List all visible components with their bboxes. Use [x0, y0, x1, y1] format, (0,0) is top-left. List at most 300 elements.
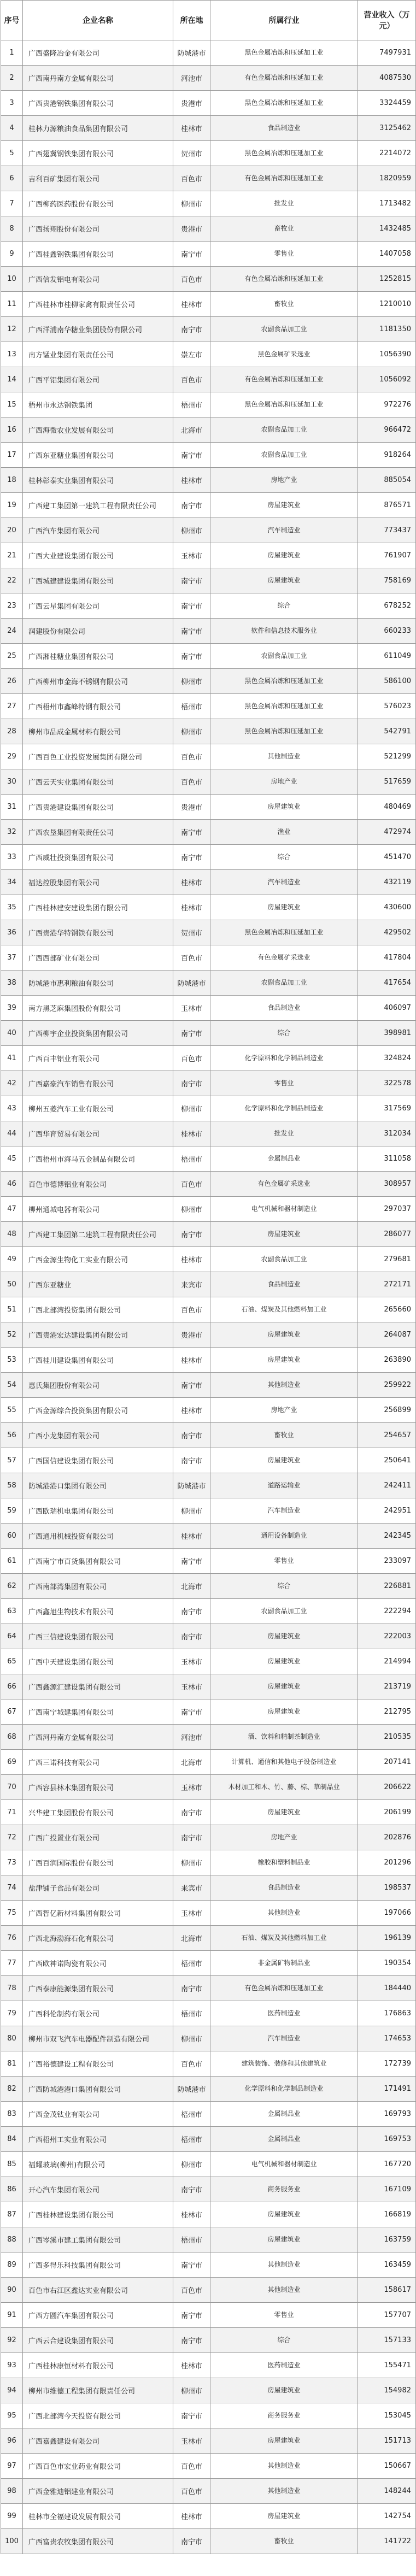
location-cell: 防城港市 [173, 40, 210, 66]
location-cell: 北海市 [173, 417, 210, 443]
revenue-cell: 3324459 [358, 91, 416, 116]
industry-cell: 房屋建筑业 [210, 543, 358, 568]
revenue-cell: 242951 [358, 1498, 416, 1524]
industry-cell: 综合 [210, 593, 358, 619]
revenue-cell: 279681 [358, 1247, 416, 1272]
industry-cell: 木材加工和木、竹、藤、棕、草制品业 [210, 1775, 358, 1800]
location-cell: 贵港市 [173, 91, 210, 116]
location-cell: 百色市 [173, 769, 210, 795]
industry-cell: 房屋建筑业 [210, 795, 358, 820]
industry-cell: 商务服务业 [210, 2403, 358, 2428]
company-name-cell: 广西柳州市金海不锈钢有限公司 [23, 669, 173, 694]
location-cell: 梧州市 [173, 392, 210, 417]
location-cell: 百色市 [173, 744, 210, 769]
revenue-cell: 472974 [358, 820, 416, 845]
location-cell: 南宁市 [173, 242, 210, 267]
revenue-cell: 142754 [358, 2504, 416, 2529]
revenue-cell: 169753 [358, 2127, 416, 2152]
industry-cell: 畜牧业 [210, 216, 358, 242]
company-name-cell: 广西平铝集团有限公司 [23, 367, 173, 392]
location-cell: 百色市 [173, 2479, 210, 2504]
table-row [1, 820, 416, 845]
rank-cell: 96 [1, 2428, 23, 2454]
table-row [1, 468, 416, 493]
industry-cell: 建筑装饰、装修和其他建筑业 [210, 2051, 358, 2077]
company-name-cell: 广西智亿新材料集团有限公司 [23, 1901, 173, 1926]
revenue-cell: 660233 [358, 619, 416, 644]
company-name-cell: 广西桂林市桂柳家禽有限责任公司 [23, 292, 173, 317]
industry-cell: 软件和信息技术服务业 [210, 619, 358, 644]
revenue-cell: 1056092 [358, 367, 416, 392]
rank-cell: 34 [1, 870, 23, 895]
table-row [1, 242, 416, 267]
rank-cell: 60 [1, 1524, 23, 1549]
rank-cell: 46 [1, 1172, 23, 1197]
revenue-cell: 213719 [358, 1674, 416, 1699]
rank-cell: 49 [1, 1247, 23, 1272]
revenue-cell: 517659 [358, 769, 416, 795]
table-row [1, 2328, 416, 2353]
revenue-cell: 966472 [358, 417, 416, 443]
table-row [1, 1473, 416, 1498]
company-name-cell: 梧州市永达钢铁集团 [23, 392, 173, 417]
company-name-cell: 广西柳宇企业投资集团有限公司 [23, 1021, 173, 1046]
table-row [1, 2202, 416, 2227]
location-cell: 柳州市 [173, 1850, 210, 1875]
rank-cell: 38 [1, 971, 23, 996]
industry-cell: 批发业 [210, 191, 358, 216]
revenue-cell: 233097 [358, 1549, 416, 1574]
header-location: 所在地 [173, 1, 210, 40]
location-cell: 南宁市 [173, 493, 210, 518]
revenue-cell: 212795 [358, 1699, 416, 1725]
company-name-cell: 福耀玻璃(柳州)有限公司 [23, 2152, 173, 2177]
table-row [1, 1775, 416, 1800]
table-body [1, 40, 416, 2554]
industry-cell: 其他制造业 [210, 744, 358, 769]
rank-cell: 9 [1, 242, 23, 267]
location-cell: 南宁市 [173, 1423, 210, 1448]
table-row [1, 1498, 416, 1524]
company-name-cell: 兴华建工集团股份有限公司 [23, 1800, 173, 1825]
company-name-cell: 广西农垦集团有限责任公司 [23, 820, 173, 845]
industry-cell: 黑色金属冶炼和压延加工业 [210, 40, 358, 66]
header-revenue: 营业收入（万元） [358, 1, 416, 40]
company-name-cell: 广西岑溪市建工集团有限公司 [23, 2227, 173, 2252]
industry-cell: 农副食品加工业 [210, 1247, 358, 1272]
table-row [1, 367, 416, 392]
rank-cell: 89 [1, 2252, 23, 2278]
rank-cell: 66 [1, 1674, 23, 1699]
rank-cell: 20 [1, 518, 23, 543]
rank-cell: 37 [1, 945, 23, 971]
industry-cell: 黑色金属冶炼和压延加工业 [210, 669, 358, 694]
industry-cell: 房屋建筑业 [210, 1649, 358, 1674]
revenue-cell: 876571 [358, 493, 416, 518]
rank-cell: 19 [1, 493, 23, 518]
rank-cell: 77 [1, 1951, 23, 1976]
location-cell: 百色市 [173, 367, 210, 392]
rank-cell: 43 [1, 1096, 23, 1121]
company-name-cell: 广西金源综合投资集团有限公司 [23, 1398, 173, 1423]
table-row [1, 1021, 416, 1046]
rank-cell: 65 [1, 1649, 23, 1674]
industry-cell: 农副食品加工业 [210, 317, 358, 342]
header-rank: 序号 [1, 1, 23, 40]
location-cell: 桂林市 [173, 468, 210, 493]
company-name-cell: 广西梧州市海马五金制品有限公司 [23, 1146, 173, 1172]
table-row [1, 2051, 416, 2077]
table-row [1, 1398, 416, 1423]
company-name-cell: 广西湘桂糖业集团有限公司 [23, 644, 173, 669]
company-name-cell: 广西汽车集团有限公司 [23, 518, 173, 543]
rank-cell: 55 [1, 1398, 23, 1423]
table-row [1, 795, 416, 820]
company-name-cell: 广西云合建设集团有限公司 [23, 2328, 173, 2353]
location-cell: 北海市 [173, 1926, 210, 1951]
location-cell: 南宁市 [173, 2252, 210, 2278]
table-row [1, 644, 416, 669]
location-cell: 桂林市 [173, 870, 210, 895]
location-cell: 柳州市 [173, 2026, 210, 2051]
rank-cell: 15 [1, 392, 23, 417]
header-industry: 所属行业 [210, 1, 358, 40]
table-row [1, 744, 416, 769]
location-cell: 柳州市 [173, 1498, 210, 1524]
location-cell: 玉林市 [173, 543, 210, 568]
location-cell: 梧州市 [173, 1951, 210, 1976]
table-row [1, 1825, 416, 1850]
location-cell: 北海市 [173, 1574, 210, 1599]
company-name-cell: 广西洋浦南华糖业集团股份有限公司 [23, 317, 173, 342]
revenue-cell: 184440 [358, 1976, 416, 2001]
rank-cell: 64 [1, 1624, 23, 1649]
company-name-cell: 柳州市双飞汽车电器配件制造有限公司 [23, 2026, 173, 2051]
company-name-cell: 广西金雅迪铝建业有限公司 [23, 2479, 173, 2504]
revenue-cell: 151713 [358, 2428, 416, 2454]
industry-cell: 其他制造业 [210, 2278, 358, 2303]
rank-cell: 59 [1, 1498, 23, 1524]
industry-cell: 房屋建筑业 [210, 2202, 358, 2227]
rank-cell: 47 [1, 1197, 23, 1222]
company-name-cell: 广西城建建设集团有限公司 [23, 568, 173, 593]
revenue-cell: 885054 [358, 468, 416, 493]
location-cell: 防城港市 [173, 1473, 210, 1498]
company-name-cell: 广西嘉鑫建设有限公司 [23, 2428, 173, 2454]
location-cell: 百色市 [173, 1046, 210, 1071]
table-row [1, 719, 416, 744]
industry-cell: 房地产业 [210, 468, 358, 493]
rank-cell: 8 [1, 216, 23, 242]
rank-cell: 44 [1, 1121, 23, 1146]
table-row [1, 2454, 416, 2479]
company-name-cell: 广西鑫源汇建设集团有限公司 [23, 1674, 173, 1699]
rank-cell: 4 [1, 116, 23, 141]
industry-cell: 黑色金属冶炼和压延加工业 [210, 141, 358, 166]
company-name-cell: 防城港港口集团有限公司 [23, 1473, 173, 1498]
revenue-cell: 254657 [358, 1423, 416, 1448]
industry-cell: 有色金属矿采选业 [210, 945, 358, 971]
table-row [1, 66, 416, 91]
location-cell: 河池市 [173, 66, 210, 91]
ranking-table [1, 0, 416, 2554]
location-cell: 百色市 [173, 166, 210, 191]
location-cell: 玉林市 [173, 1775, 210, 1800]
industry-cell: 农副食品加工业 [210, 443, 358, 468]
rank-cell: 81 [1, 2051, 23, 2077]
rank-cell: 35 [1, 895, 23, 920]
revenue-cell: 210535 [358, 1725, 416, 1750]
industry-cell: 农副食品加工业 [210, 971, 358, 996]
company-name-cell: 广西桂林建安建设集团有限公司 [23, 895, 173, 920]
revenue-cell: 176863 [358, 2001, 416, 2026]
rank-cell: 58 [1, 1473, 23, 1498]
revenue-cell: 166819 [358, 2202, 416, 2227]
revenue-cell: 157707 [358, 2303, 416, 2328]
table-row [1, 1146, 416, 1172]
rank-cell: 18 [1, 468, 23, 493]
industry-cell: 农副食品加工业 [210, 1599, 358, 1624]
table-row [1, 1976, 416, 2001]
rank-cell: 61 [1, 1549, 23, 1574]
rank-cell: 85 [1, 2152, 23, 2177]
industry-cell: 黑色金属冶炼和压延加工业 [210, 719, 358, 744]
rank-cell: 90 [1, 2278, 23, 2303]
company-name-cell: 广西梧州市鑫峰特钢有限公司 [23, 694, 173, 719]
table-row [1, 2127, 416, 2152]
rank-cell: 31 [1, 795, 23, 820]
table-row [1, 1624, 416, 1649]
revenue-cell: 918264 [358, 443, 416, 468]
industry-cell: 综合 [210, 1574, 358, 1599]
location-cell: 百色市 [173, 267, 210, 292]
industry-cell: 其他制造业 [210, 1373, 358, 1398]
location-cell: 北海市 [173, 1750, 210, 1775]
industry-cell: 食品制造业 [210, 996, 358, 1021]
company-name-cell: 柳州五菱汽车工业有限公司 [23, 1096, 173, 1121]
table-row [1, 1951, 416, 1976]
rank-cell: 16 [1, 417, 23, 443]
company-name-cell: 桂林力源粮油食品集团有限公司 [23, 116, 173, 141]
table-row [1, 1222, 416, 1247]
company-name-cell: 广西贵港建设集团有限公司 [23, 795, 173, 820]
table-row [1, 2227, 416, 2252]
revenue-cell: 576023 [358, 694, 416, 719]
company-name-cell: 柳州市品成金属材料有限公司 [23, 719, 173, 744]
table-row [1, 1800, 416, 1825]
company-name-cell: 广西河丹南方金属有限公司 [23, 1725, 173, 1750]
location-cell: 柳州市 [173, 191, 210, 216]
table-row [1, 2001, 416, 2026]
rank-cell: 86 [1, 2177, 23, 2202]
location-cell: 南宁市 [173, 820, 210, 845]
rank-cell: 76 [1, 1926, 23, 1951]
location-cell: 梧州市 [173, 2102, 210, 2127]
revenue-cell: 1181350 [358, 317, 416, 342]
location-cell: 梧州市 [173, 1146, 210, 1172]
header-name: 企业名称 [23, 1, 173, 40]
rank-cell: 30 [1, 769, 23, 795]
revenue-cell: 196139 [358, 1926, 416, 1951]
revenue-cell: 256899 [358, 1398, 416, 1423]
location-cell: 柳州市 [173, 518, 210, 543]
location-cell: 南宁市 [173, 593, 210, 619]
revenue-cell: 1432485 [358, 216, 416, 242]
revenue-cell: 972276 [358, 392, 416, 417]
location-cell: 南宁市 [173, 568, 210, 593]
industry-cell: 农副食品加工业 [210, 417, 358, 443]
table-row [1, 1549, 416, 1574]
revenue-cell: 1820959 [358, 166, 416, 191]
table-row [1, 443, 416, 468]
company-name-cell: 广西百色市宏业药业有限公司 [23, 2454, 173, 2479]
rank-cell: 24 [1, 619, 23, 644]
rank-cell: 23 [1, 593, 23, 619]
rank-cell: 94 [1, 2378, 23, 2403]
location-cell: 来宾市 [173, 1875, 210, 1901]
company-name-cell: 广西金茂钛业有限公司 [23, 2102, 173, 2127]
rank-cell: 88 [1, 2227, 23, 2252]
company-name-cell: 百色市德博铝业有限公司 [23, 1172, 173, 1197]
location-cell: 梧州市 [173, 2227, 210, 2252]
revenue-cell: 1252815 [358, 267, 416, 292]
revenue-cell: 773437 [358, 518, 416, 543]
table-row [1, 1574, 416, 1599]
company-name-cell: 广西贵港钢铁集团有限公司 [23, 91, 173, 116]
rank-cell: 95 [1, 2403, 23, 2428]
company-name-cell: 广西百丰铝业有限公司 [23, 1046, 173, 1071]
rank-cell: 91 [1, 2303, 23, 2328]
location-cell: 柳州市 [173, 669, 210, 694]
revenue-cell: 311058 [358, 1146, 416, 1172]
company-name-cell: 吉利百矿集团有限公司 [23, 166, 173, 191]
company-name-cell: 广西科伦制药有限公司 [23, 2001, 173, 2026]
industry-cell: 医药制造业 [210, 2353, 358, 2378]
location-cell: 百色市 [173, 1297, 210, 1322]
company-name-cell: 广西金源生物化工实业有限公司 [23, 1247, 173, 1272]
table-row [1, 2479, 416, 2504]
revenue-cell: 202876 [358, 1825, 416, 1850]
table-row [1, 1674, 416, 1699]
location-cell: 贵港市 [173, 1322, 210, 1348]
table-row [1, 920, 416, 945]
revenue-cell: 308957 [358, 1172, 416, 1197]
company-name-cell: 福达控股集团有限公司 [23, 870, 173, 895]
industry-cell: 零售业 [210, 242, 358, 267]
industry-cell: 黑色金属冶炼和压延加工业 [210, 920, 358, 945]
industry-cell: 汽车制造业 [210, 870, 358, 895]
company-name-cell: 广西百润国际股份有限公司 [23, 1850, 173, 1875]
company-name-cell: 柳州通城电器有限公司 [23, 1197, 173, 1222]
table-row [1, 1901, 416, 1926]
location-cell: 玉林市 [173, 2428, 210, 2454]
table-row [1, 1046, 416, 1071]
location-cell: 柳州市 [173, 1096, 210, 1121]
table-row [1, 166, 416, 191]
rank-cell: 67 [1, 1699, 23, 1725]
revenue-cell: 611049 [358, 644, 416, 669]
company-name-cell: 广西信发铝电有限公司 [23, 267, 173, 292]
revenue-cell: 451470 [358, 845, 416, 870]
rank-cell: 83 [1, 2102, 23, 2127]
industry-cell: 医药制造业 [210, 2001, 358, 2026]
rank-cell: 98 [1, 2479, 23, 2504]
revenue-cell: 174653 [358, 2026, 416, 2051]
location-cell: 玉林市 [173, 996, 210, 1021]
company-name-cell: 润建股份有限公司 [23, 619, 173, 644]
table-row [1, 2252, 416, 2278]
rank-cell: 11 [1, 292, 23, 317]
revenue-cell: 264087 [358, 1322, 416, 1348]
location-cell: 百色市 [173, 945, 210, 971]
rank-cell: 22 [1, 568, 23, 593]
table-row [1, 694, 416, 719]
company-name-cell: 广西东亚糖业集团有限公司 [23, 443, 173, 468]
rank-cell: 7 [1, 191, 23, 216]
table-row [1, 1247, 416, 1272]
industry-cell: 房屋建筑业 [210, 1800, 358, 1825]
revenue-cell: 206199 [358, 1800, 416, 1825]
revenue-cell: 172739 [358, 2051, 416, 2077]
company-name-cell: 广西小龙集团有限公司 [23, 1423, 173, 1448]
table-row [1, 1322, 416, 1348]
company-name-cell: 惠氏集团股份有限公司 [23, 1373, 173, 1398]
table-row [1, 1850, 416, 1875]
rank-cell: 17 [1, 443, 23, 468]
company-name-cell: 广西建工集团第二建筑工程有限责任公司 [23, 1222, 173, 1247]
revenue-cell: 198537 [358, 1875, 416, 1901]
company-name-cell: 南方黑芝麻集团股份有限公司 [23, 996, 173, 1021]
rank-cell: 32 [1, 820, 23, 845]
company-name-cell: 广西西部矿业有限公司 [23, 945, 173, 971]
industry-cell: 黑色金属冶炼和压延加工业 [210, 694, 358, 719]
location-cell: 玉林市 [173, 1901, 210, 1926]
location-cell: 柳州市 [173, 1197, 210, 1222]
company-name-cell: 广西北海渤海石化有限公司 [23, 1926, 173, 1951]
table-row [1, 845, 416, 870]
location-cell: 南宁市 [173, 2529, 210, 2554]
table-row [1, 2378, 416, 2403]
revenue-cell: 169793 [358, 2102, 416, 2127]
location-cell: 柳州市 [173, 2378, 210, 2403]
table-row [1, 1926, 416, 1951]
table-row [1, 1448, 416, 1473]
location-cell: 柳州市 [173, 2152, 210, 2177]
industry-cell: 汽车制造业 [210, 518, 358, 543]
table-row [1, 1524, 416, 1549]
company-name-cell: 广西多得乐科技集团有限公司 [23, 2252, 173, 2278]
company-name-cell: 盐津铺子食品有限公司 [23, 1875, 173, 1901]
rank-cell: 48 [1, 1222, 23, 1247]
industry-cell: 黑色金属冶炼和压延加工业 [210, 392, 358, 417]
company-name-cell: 广西扬翔股份有限公司 [23, 216, 173, 242]
company-name-cell: 广西国信建设集团有限公司 [23, 1448, 173, 1473]
rank-cell: 21 [1, 543, 23, 568]
industry-cell: 畜牧业 [210, 292, 358, 317]
revenue-cell: 155471 [358, 2353, 416, 2378]
location-cell: 南宁市 [173, 1021, 210, 1046]
location-cell: 防城港市 [173, 971, 210, 996]
revenue-cell: 171491 [358, 2077, 416, 2102]
revenue-cell: 197066 [358, 1901, 416, 1926]
industry-cell: 黑色金属矿采选业 [210, 342, 358, 367]
revenue-cell: 521299 [358, 744, 416, 769]
revenue-cell: 265660 [358, 1297, 416, 1322]
rank-cell: 69 [1, 1750, 23, 1775]
table-row [1, 769, 416, 795]
location-cell: 桂林市 [173, 2202, 210, 2227]
revenue-cell: 417654 [358, 971, 416, 996]
